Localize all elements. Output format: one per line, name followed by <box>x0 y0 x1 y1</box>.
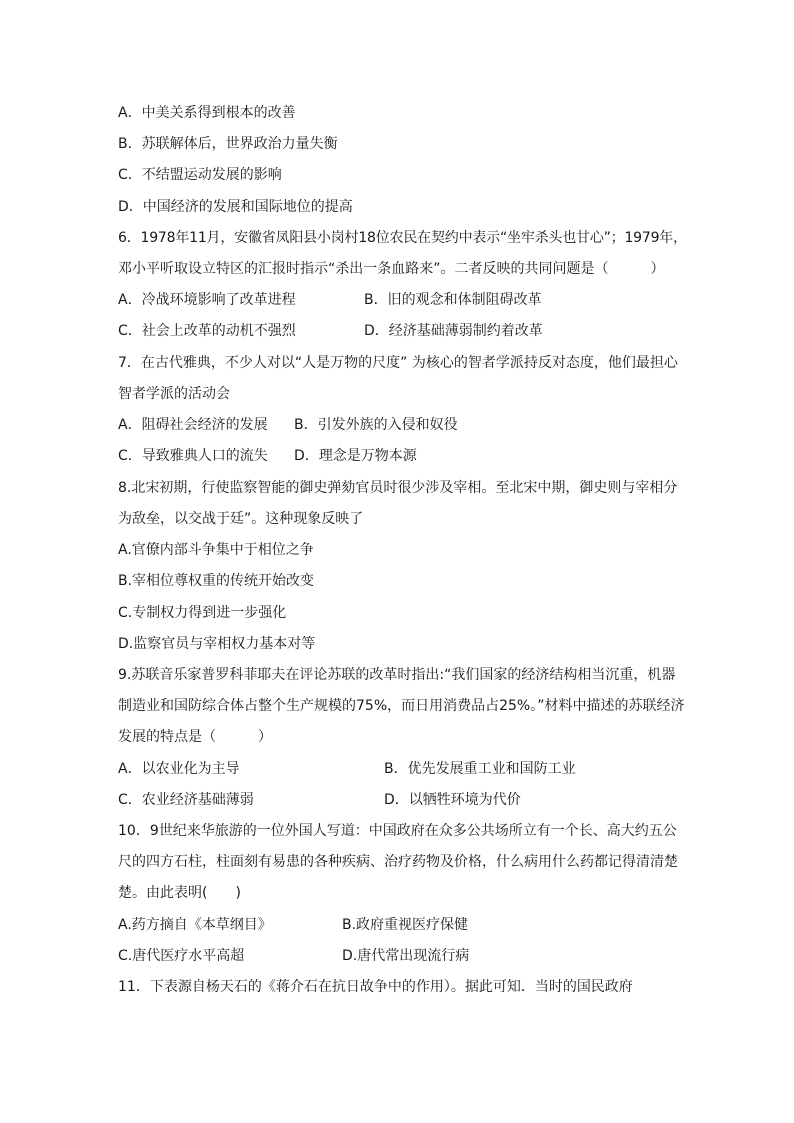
q9-stem-line-3: 发展的特点是（ ） <box>118 729 272 745</box>
q9-option-b: B．优先发展重工业和国防工业 <box>384 761 576 777</box>
q10-option-a: A.药方摘自《本草纲目》 <box>118 917 272 933</box>
q8-stem-line-1: 8.北宋初期，行使监察智能的御史弹劾官员时很少涉及宰相。至北宋中期，御史则与宰相分 <box>118 480 678 496</box>
q8-stem-line-2: 为敌垒，以交战于廷”。这种现象反映了 <box>118 511 364 527</box>
q5-option-c: C．不结盟运动发展的影响 <box>118 167 282 183</box>
q9-stem-line-1: 9.苏联音乐家普罗科菲耶夫在评论苏联的改革时指出:“我们国家的经济结构相当沉重，机器 <box>118 667 676 683</box>
q8-option-c: C.专制权力得到进一步强化 <box>118 605 287 621</box>
q6-option-c: C．社会上改革的动机不强烈 <box>118 323 296 339</box>
q8-option-d: D.监察官员与宰相权力基本对等 <box>118 636 316 652</box>
q7-option-b: B．引发外族的入侵和奴役 <box>294 417 458 433</box>
q6-option-b: B．旧的观念和体制阻碍改革 <box>364 292 542 308</box>
q5-option-a: A．中美关系得到根本的改善 <box>118 105 296 121</box>
q10-option-d: D.唐代常出现流行病 <box>342 948 470 964</box>
q8-option-a: A.官僚内部斗争集中于相位之争 <box>118 542 314 558</box>
q6-option-a: A．冷战环境影响了改革进程 <box>118 292 296 308</box>
q10-option-c: C.唐代医疗水平高超 <box>118 948 245 964</box>
q8-option-b: B.宰相位尊权重的传统开始改变 <box>118 573 315 589</box>
q7-option-c: C．导致雅典人口的流失 <box>118 448 268 464</box>
q7-stem-line-1: 7．在古代雅典，不少人对以“人是万物的尺度” 为核心的智者学派持反对态度，他们最担心 <box>118 355 678 371</box>
q9-stem-line-2: 制造业和国防综合体占整个生产规模的75%，而日用消费品占25%。”材料中描述的苏联经济 <box>118 698 685 714</box>
q10-option-b: B.政府重视医疗保健 <box>342 917 469 933</box>
q6-stem-line-1: 6．1978年11月，安徽省凤阳县小岗村18位农民在契约中表示“坐牢杀头也甘心”；1979年， <box>118 230 687 246</box>
q7-option-d: D．理念是万物本源 <box>294 448 417 464</box>
q10-stem-line-3: 楚。由此表明( ) <box>118 885 241 901</box>
q11-stem-line-1: 11．下表源自杨天石的《蒋介石在抗日故争中的作用）。据此可知．当时的国民政府 <box>118 979 633 995</box>
q9-option-d: D．以牺牲环境为代价 <box>384 792 521 808</box>
q7-option-a: A．阻碍社会经济的发展 <box>118 417 268 433</box>
q6-option-d: D．经济基础薄弱制约着改革 <box>364 323 543 339</box>
q10-stem-line-1: 10．9世纪来华旅游的一位外国人写道：中国政府在众多公共场所立有一个长、高大约五公 <box>118 823 677 839</box>
q9-option-c: C．农业经济基础薄弱 <box>118 792 254 808</box>
q5-option-b: B．苏联解体后，世界政治力量失衡 <box>118 136 338 152</box>
q10-stem-line-2: 尺的四方石柱，柱面刻有易患的各种疾病、治疗药物及价格，什么病用什么药都记得清清楚 <box>118 854 678 870</box>
q5-option-d: D．中国经济的发展和国际地位的提高 <box>118 199 353 215</box>
q7-stem-line-2: 智者学派的活动会 <box>118 386 230 402</box>
q6-stem-line-2: 邓小平听取设立特区的汇报时指示“杀出一条血路来”。二者反映的共同问题是（ ） <box>118 261 665 277</box>
q9-option-a: A．以农业化为主导 <box>118 761 240 777</box>
